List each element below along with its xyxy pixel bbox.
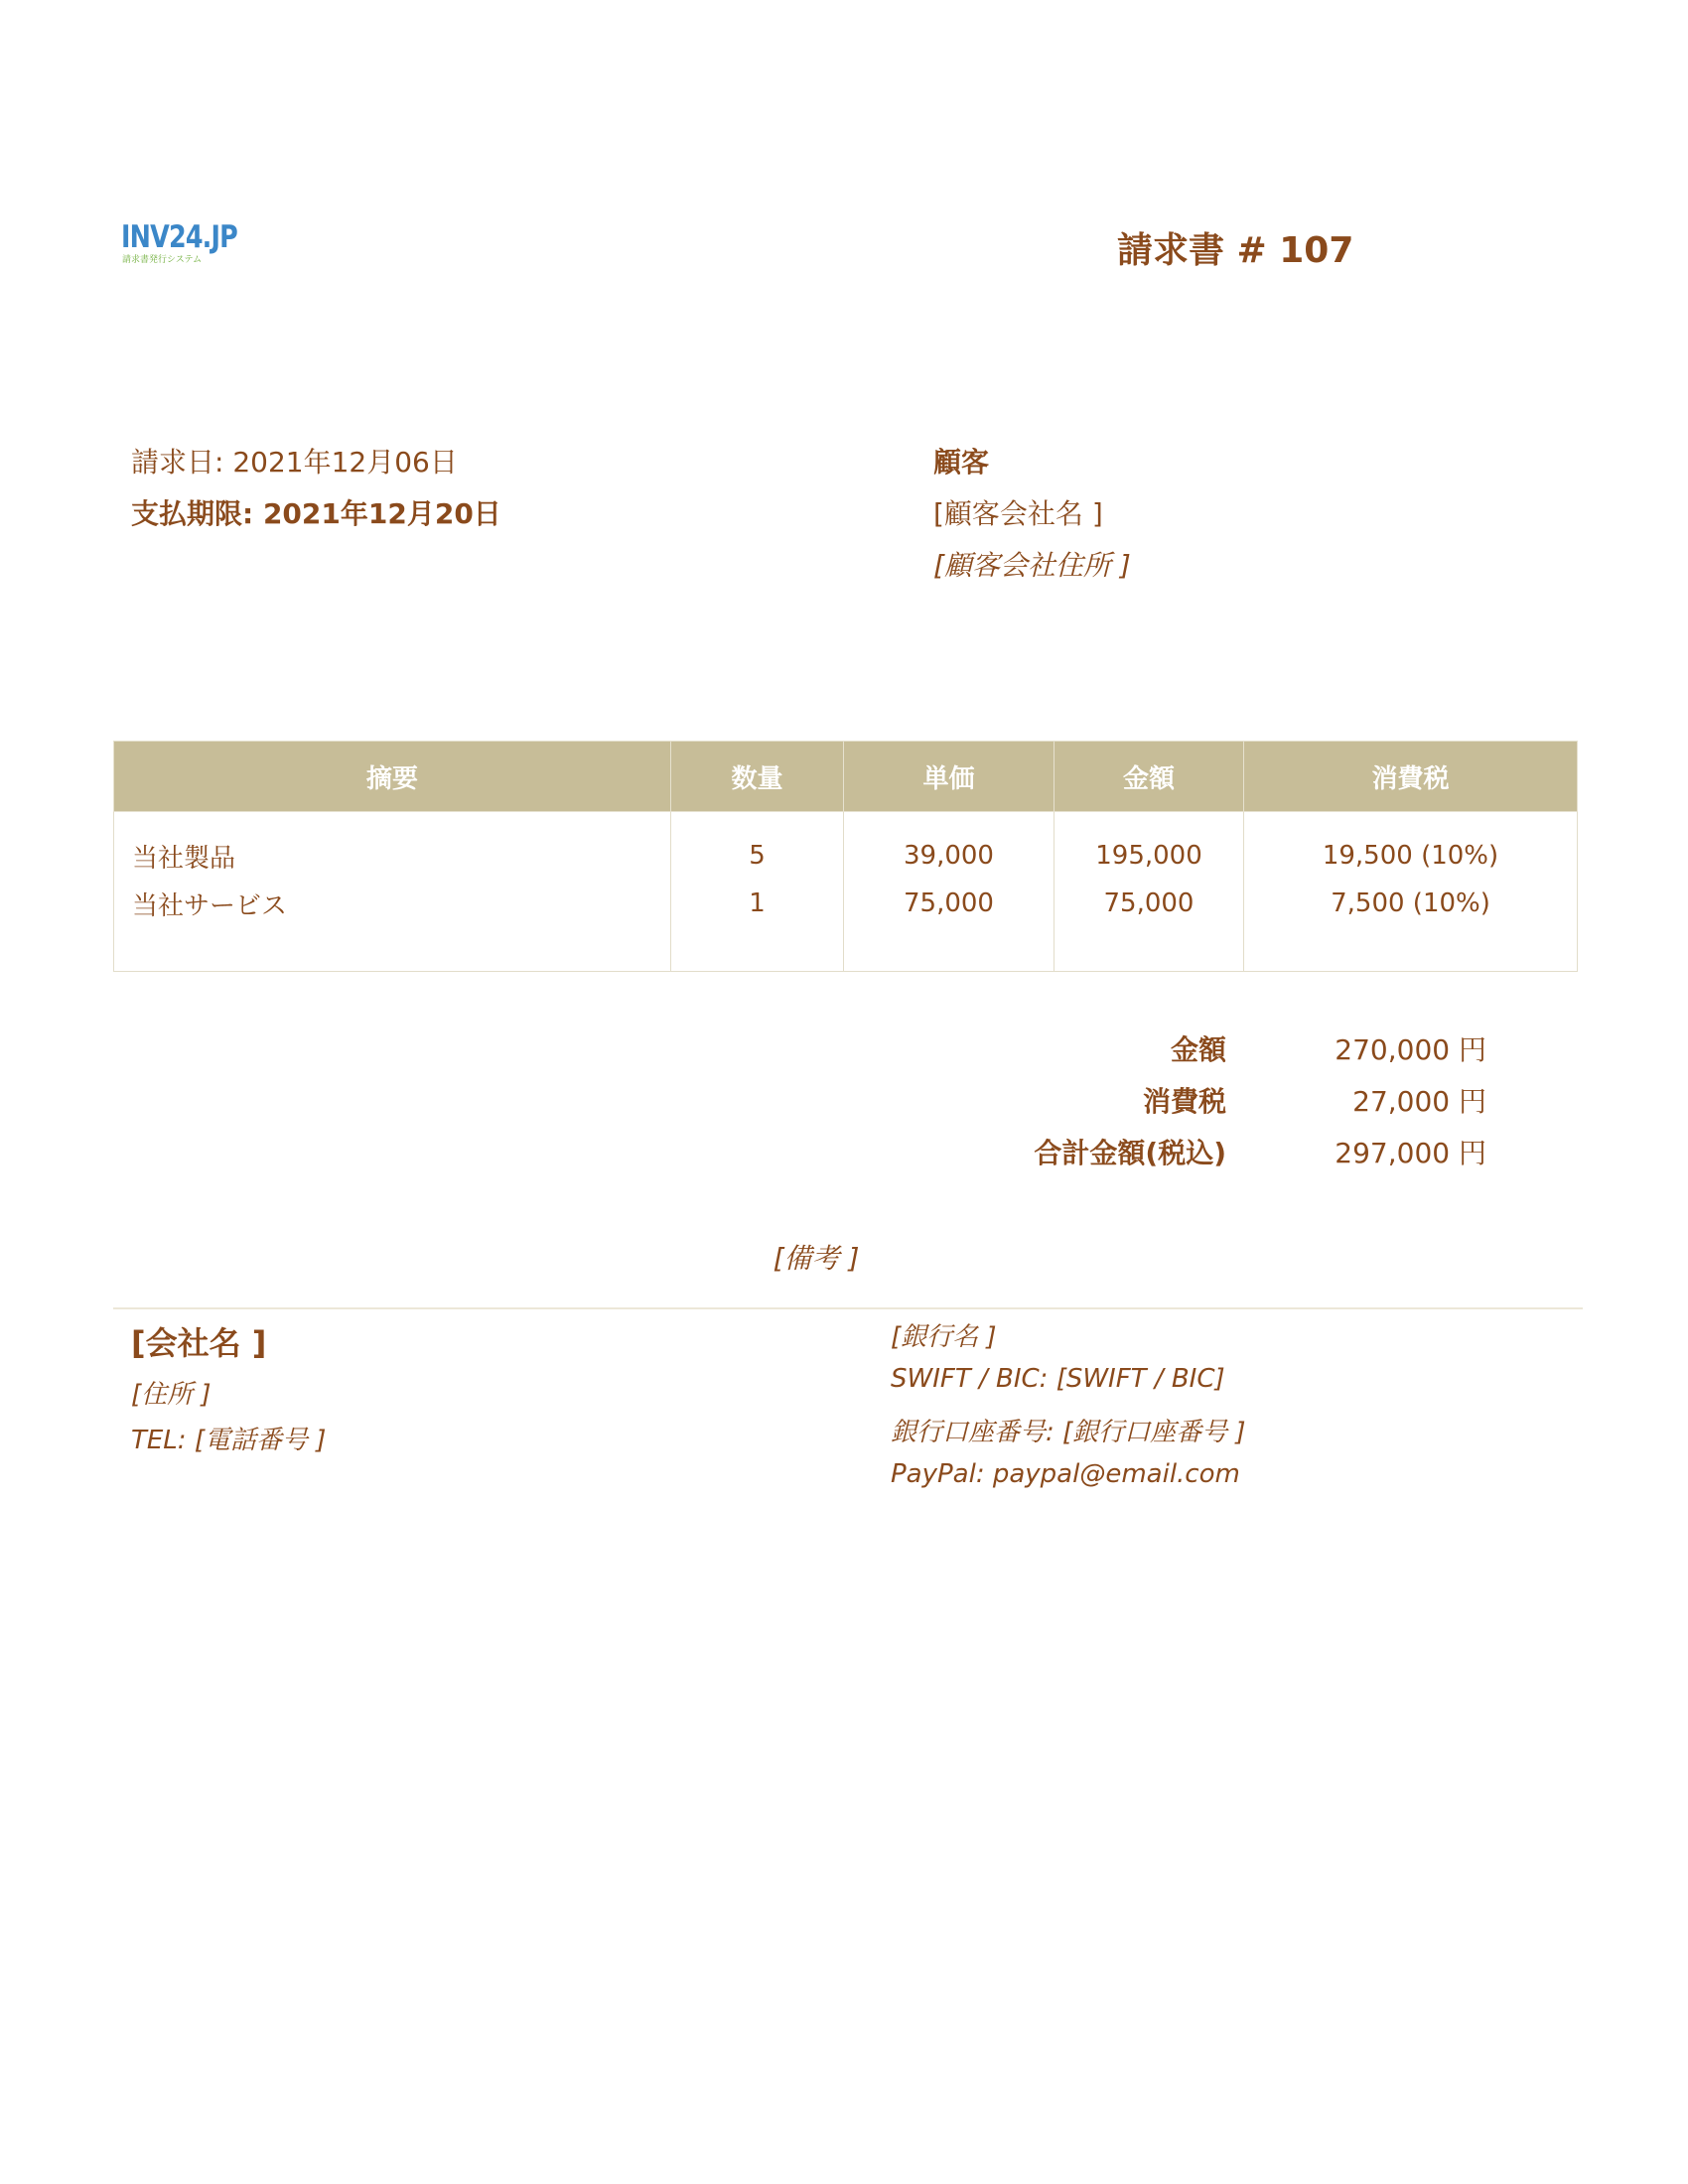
customer-name: [顧客会社名 ] bbox=[933, 497, 1103, 530]
subtotal-value: 270,000 円 bbox=[1335, 1033, 1486, 1066]
company-tel: TEL: [電話番号 ] bbox=[131, 1426, 327, 1455]
table-row bbox=[114, 812, 1578, 881]
bank-swift: SWIFT / BIC: [SWIFT / BIC] bbox=[891, 1364, 1225, 1394]
grand-total-value: 297,000 円 bbox=[1335, 1137, 1486, 1169]
footer-divider bbox=[113, 1307, 1583, 1309]
item-amount: 195,000 bbox=[1055, 812, 1244, 881]
subtotal-label: 金額 bbox=[1170, 1033, 1226, 1066]
item-quantity: 1 bbox=[671, 880, 844, 927]
tax-total-value: 27,000 円 bbox=[1352, 1085, 1486, 1118]
item-description: 当社サービス bbox=[114, 880, 671, 927]
paypal-email: PayPal: paypal@email.com bbox=[891, 1459, 1240, 1489]
customer-heading: 顧客 bbox=[933, 446, 990, 478]
line-items-table bbox=[113, 741, 1578, 972]
table-row bbox=[114, 880, 1578, 927]
header-tax: 消費税 bbox=[1244, 742, 1578, 812]
item-tax: 7,500 (10%) bbox=[1244, 880, 1578, 927]
bank-name: [銀行名 ] bbox=[891, 1322, 997, 1352]
header-quantity: 数量 bbox=[671, 742, 844, 812]
customer-address: [顧客会社住所 ] bbox=[933, 549, 1131, 582]
company-name: [会社名 ] bbox=[131, 1324, 267, 1362]
tax-total-label: 消費税 bbox=[1142, 1085, 1226, 1118]
header-unit-price: 単価 bbox=[844, 742, 1055, 812]
header-amount: 金額 bbox=[1055, 742, 1244, 812]
item-description: 当社製品 bbox=[114, 812, 671, 881]
issue-date: 請求日: 2021年12月06日 bbox=[131, 446, 458, 478]
table-bottom-spacer bbox=[114, 927, 1578, 972]
bank-account: 銀行口座番号: [銀行口座番号 ] bbox=[891, 1418, 1246, 1447]
due-date: 支払期限: 2021年12月20日 bbox=[131, 497, 501, 530]
item-tax: 19,500 (10%) bbox=[1244, 812, 1578, 881]
item-quantity: 5 bbox=[671, 812, 844, 881]
grand-total-label: 合計金額(税込) bbox=[1034, 1137, 1226, 1169]
header-description: 摘要 bbox=[114, 742, 671, 812]
invoice-title: 請求書 # 107 bbox=[1117, 230, 1354, 271]
table-header-row bbox=[114, 742, 1578, 812]
item-unit-price: 75,000 bbox=[844, 880, 1055, 927]
logo-subtitle: 請求書発行システム bbox=[122, 255, 203, 265]
company-address: [住所 ] bbox=[131, 1380, 211, 1410]
notes: [備考 ] bbox=[773, 1242, 860, 1275]
company-logo bbox=[121, 220, 240, 280]
item-amount: 75,000 bbox=[1055, 880, 1244, 927]
item-unit-price: 39,000 bbox=[844, 812, 1055, 881]
logo-text: INV24.JP bbox=[121, 219, 237, 255]
